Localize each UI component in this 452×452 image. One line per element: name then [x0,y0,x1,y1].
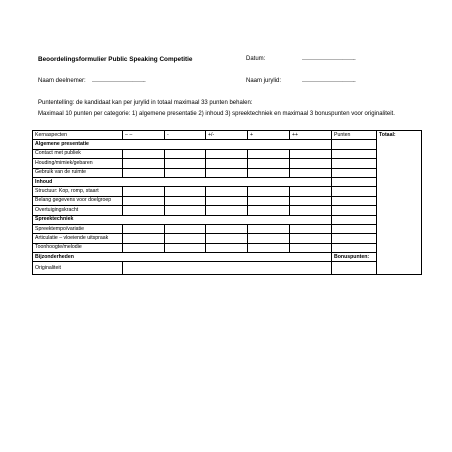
score-cell[interactable] [123,168,165,177]
section-row [33,253,422,262]
score-cell[interactable] [290,234,332,243]
criterion-label: Houding/mimiek/gebaren [33,159,123,168]
score-cell[interactable] [123,149,165,158]
score-cell[interactable] [290,149,332,158]
score-cell[interactable] [206,168,248,177]
criterion-label: Belang gegevens voor doelgroep [33,196,123,205]
score-cell[interactable] [206,224,248,233]
bonus-notes-cell[interactable] [123,262,332,275]
score-cell[interactable] [290,243,332,252]
score-cell[interactable] [206,206,248,215]
criterion-row [33,159,422,168]
instructions-line-1: Puntentelling: de kandidaat kan per jurylid in totaal maximaal 33 punten behalen: [38,100,253,106]
criterion-row [33,243,422,252]
criterion-label: Gebruik van de ruimte [33,168,123,177]
positive-header: + [248,131,290,140]
criterion-row [33,262,422,275]
naam-deelnemer-field[interactable]: ...................................................... [92,78,146,84]
section-row [33,140,422,149]
punten-header: Punten [332,131,377,140]
score-cell[interactable] [165,224,206,233]
punten-cell[interactable] [332,243,377,252]
score-cell[interactable] [290,168,332,177]
score-cell[interactable] [123,234,165,243]
score-cell[interactable] [165,243,206,252]
evaluation-table [32,130,422,275]
totaal-header: Totaal: [377,131,422,275]
score-cell[interactable] [123,159,165,168]
score-cell[interactable] [206,187,248,196]
instructions-line-2: Maximaal 10 punten per categorie: 1) algemene presentatie 2) inhoud 3) spreektechniek en maximaal 3 bonuspunten voor originaliteit. [38,111,395,117]
criterion-label: Toonhoogte/melodie [33,243,123,252]
score-cell[interactable] [248,224,290,233]
punten-cell[interactable] [332,149,377,158]
section-title: Spreektechniek [33,215,332,224]
section-punten-cell[interactable] [332,140,377,149]
neutral-header: +/- [206,131,248,140]
kernaspecten-header: Kernaspecten [33,131,123,140]
score-cell[interactable] [206,234,248,243]
score-cell[interactable] [165,187,206,196]
criterion-label: Structuur: Kop, romp, staart [33,187,123,196]
score-cell[interactable] [206,149,248,158]
criterion-label: Originaliteit [33,262,123,275]
score-cell[interactable] [165,149,206,158]
punten-cell[interactable] [332,234,377,243]
criterion-row [33,196,422,205]
criterion-row [33,206,422,215]
score-cell[interactable] [248,234,290,243]
section-title: Bijzonderheden [33,253,332,262]
score-cell[interactable] [123,243,165,252]
score-cell[interactable] [206,243,248,252]
negative-header: - [165,131,206,140]
section-row [33,177,422,186]
criterion-label: Contact met publiek [33,149,123,158]
section-title: Inhoud [33,177,332,186]
score-cell[interactable] [165,196,206,205]
section-punten-cell[interactable] [332,177,377,186]
score-cell[interactable] [123,196,165,205]
score-cell[interactable] [248,187,290,196]
section-punten-cell[interactable] [332,215,377,224]
datum-field[interactable]: ...................................................... [302,56,356,62]
score-cell[interactable] [206,196,248,205]
criterion-row [33,187,422,196]
criterion-label: Overtuigingskracht [33,206,123,215]
score-cell[interactable] [248,243,290,252]
criterion-row [33,149,422,158]
score-cell[interactable] [290,224,332,233]
naam-jurylid-label: Naam jurylid: [246,78,282,84]
score-cell[interactable] [248,206,290,215]
score-cell[interactable] [290,187,332,196]
punten-cell[interactable] [332,196,377,205]
score-cell[interactable] [290,206,332,215]
punten-cell[interactable] [332,168,377,177]
score-cell[interactable] [123,187,165,196]
punten-cell[interactable] [332,159,377,168]
punten-cell[interactable] [332,224,377,233]
score-cell[interactable] [248,196,290,205]
header-row [33,131,422,140]
punten-cell[interactable] [332,206,377,215]
very-positive-header: ++ [290,131,332,140]
score-cell[interactable] [165,206,206,215]
score-cell[interactable] [290,159,332,168]
criterion-label: Spreektempo/variatie [33,224,123,233]
score-cell[interactable] [123,224,165,233]
criterion-label: Articulatie – vloeiende uitspraak [33,234,123,243]
score-cell[interactable] [123,206,165,215]
score-cell[interactable] [165,159,206,168]
naam-deelnemer-label: Naam deelnemer: [38,78,86,84]
score-cell[interactable] [290,196,332,205]
score-cell[interactable] [165,234,206,243]
criterion-row [33,224,422,233]
score-cell[interactable] [248,168,290,177]
bonuspunten-label: Bonuspunten: [332,253,377,262]
section-title: Algemene presentatie [33,140,332,149]
score-cell[interactable] [248,159,290,168]
form-title: Beoordelingsformulier Public Speaking Competitie [38,56,193,63]
criterion-row [33,168,422,177]
punten-cell[interactable] [332,187,377,196]
naam-jurylid-field[interactable]: ...................................................... [302,78,356,84]
criterion-row [33,234,422,243]
score-cell[interactable] [165,168,206,177]
score-cell[interactable] [206,159,248,168]
section-row [33,215,422,224]
datum-label: Datum: [246,56,266,62]
very-negative-header: – – [123,131,165,140]
bonus-punten-cell[interactable] [332,262,377,275]
score-cell[interactable] [248,149,290,158]
